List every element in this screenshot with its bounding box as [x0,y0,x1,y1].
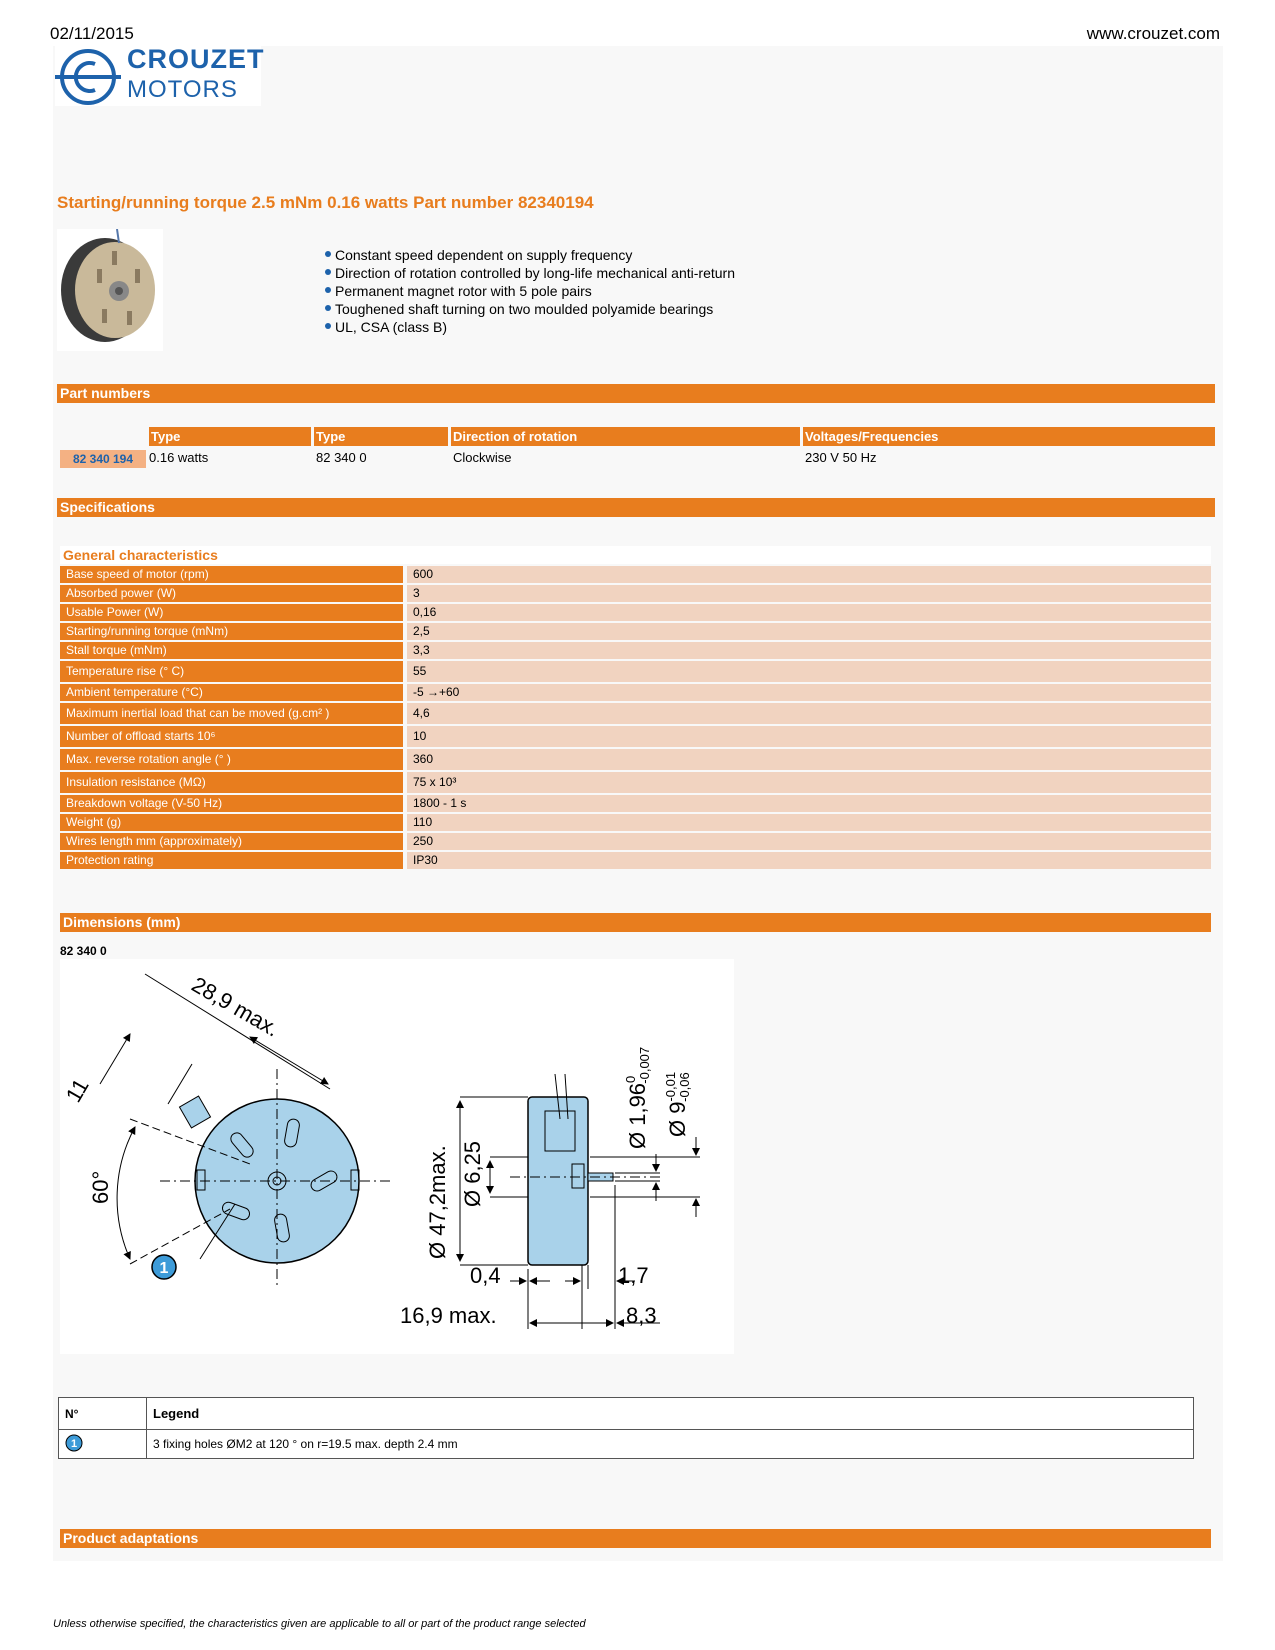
feature-item: UL, CSA (class B) [325,318,735,336]
spec-value: 2,5 [407,623,1211,640]
col-voltage: Voltages/Frequencies [803,427,1215,446]
spec-row [60,566,1211,583]
section-dimensions: Dimensions (mm) [60,913,1211,932]
dimension-model: 82 340 0 [60,944,107,958]
spec-value: 75 x 10³ [407,772,1211,793]
spec-row [60,795,1211,812]
feature-item: Constant speed dependent on supply frequency [325,246,735,264]
legend-text-header: Legend [147,1398,1194,1430]
spec-value: 3 [407,585,1211,602]
technical-drawing-icon [60,959,734,1354]
feature-list [325,246,735,336]
feature-item: Direction of rotation controlled by long-life mechanical anti-return [325,264,735,282]
legend-header-row [59,1398,1194,1430]
spec-row [60,703,1211,724]
legend-no-cell [59,1430,147,1459]
spec-label: Max. reverse rotation angle (° ) [60,749,403,770]
dim-83: 8,3 [626,1303,657,1328]
spec-row [60,833,1211,850]
dim-width-label: 28,9 max. [187,971,284,1042]
logo-crouzet: CROUZET [127,44,265,74]
spec-label: Base speed of motor (rpm) [60,566,403,583]
cell-direction: Clockwise [453,450,512,465]
spec-value: 110 [407,814,1211,831]
spec-value: IP30 [407,852,1211,869]
dim-shaft-tol-sub: -0,007 [637,1046,652,1084]
dim-hub-tolerance-text: Ø 9 [665,1101,690,1137]
spec-label: Stall torque (mNm) [60,642,403,659]
spec-row [60,623,1211,640]
spec-label: Weight (g) [60,814,403,831]
spec-row [60,604,1211,621]
spec-value: 55 [407,661,1211,682]
spec-row [60,814,1211,831]
dim-shaft-tolerance [623,1047,652,1149]
spec-row [60,749,1211,770]
spec-label: Maximum inertial load that can be moved (g.cm² ) [60,703,403,724]
feature-item: Permanent magnet rotor with 5 pole pairs [325,282,735,300]
section-specifications: Specifications [57,498,1215,517]
spec-value: 250 [407,833,1211,850]
spec-row [60,585,1211,602]
cell-type-2: 82 340 0 [316,450,367,465]
spec-label: Absorbed power (W) [60,585,403,602]
spec-value: 360 [407,749,1211,770]
dim-diameter-hub: Ø 6,25 [460,1140,485,1207]
spec-label: Breakdown voltage (V-50 Hz) [60,795,403,812]
legend-no-header: N° [59,1398,147,1430]
logo-motors: MOTORS [127,76,238,103]
spec-label: Temperature rise (° C) [60,661,403,682]
legend-row [59,1430,1194,1459]
dim-offset-label: 11 [60,1074,94,1107]
section-product-adaptations: Product adaptations [60,1529,1211,1548]
callout-number: 1 [159,1260,169,1277]
dim-hub-tol-sup: -0,01 [663,1071,678,1102]
col-type-1: Type [149,427,311,446]
spec-label: Wires length mm (approximately) [60,833,403,850]
legend-callout-number: 1 [70,1437,78,1450]
dim-shaft-tol-sup: 0 [623,1075,638,1083]
spec-value: -5 →+60 [407,684,1211,701]
motor-photo-icon [57,229,163,351]
spec-label: Insulation resistance (MΩ) [60,772,403,793]
legend-table [58,1397,1194,1459]
callout-badge-icon [65,1434,83,1452]
section-part-numbers: Part numbers [57,384,1215,403]
legend-text-cell: 3 fixing holes ØM2 at 120 ° on r=19.5 max. depth 2.4 mm [147,1430,1194,1459]
cell-voltage: 230 V 50 Hz [805,450,877,465]
spec-label: Starting/running torque (mNm) [60,623,403,640]
site-url[interactable]: www.crouzet.com [1086,24,1220,43]
spec-row [60,684,1211,701]
print-date: 02/11/2015 [50,24,134,43]
dimension-drawing [60,959,734,1354]
part-number-link[interactable]: 82 340 194 [60,450,146,468]
spec-value: 1800 - 1 s [407,795,1211,812]
cell-type-1: 0.16 watts [149,450,209,465]
spec-value: 10 [407,726,1211,747]
dim-diameter-body: Ø 47,2max. [425,1145,450,1259]
spec-row [60,852,1211,869]
spec-label: Ambient temperature (°C) [60,684,403,701]
dim-17: 1,7 [618,1263,649,1288]
spec-row [60,726,1211,747]
product-photo [57,229,163,351]
dim-04: 0,4 [470,1263,501,1288]
logo-mark-icon [55,46,125,106]
col-type-2: Type [314,427,448,446]
dim-angle-label: 60° [88,1170,113,1204]
col-direction: Direction of rotation [451,427,800,446]
spec-label: Number of offload starts 10⁶ [60,726,403,747]
spec-value: 0,16 [407,604,1211,621]
spec-row [60,772,1211,793]
spec-value: 4,6 [407,703,1211,724]
spec-row [60,642,1211,659]
spec-label: Protection rating [60,852,403,869]
page-title: Starting/running torque 2.5 mNm 0.16 watts Part number 82340194 [57,193,594,212]
feature-item: Toughened shaft turning on two moulded polyamide bearings [325,300,735,318]
dim-169: 16,9 max. [400,1303,497,1328]
crouzet-logo[interactable] [55,44,265,106]
spec-value: 3,3 [407,642,1211,659]
footnote: Unless otherwise specified, the characteristics given are applicable to all or part of the product range selected [53,1618,586,1630]
dim-hub-tol-sub: -0,06 [677,1072,692,1102]
general-characteristics-heading: General characteristics [60,546,1211,564]
spec-row [60,661,1211,682]
dim-shaft-tolerance-text: Ø 1,96 [625,1082,650,1149]
spec-label: Usable Power (W) [60,604,403,621]
dim-hub-tolerance [663,1072,692,1137]
spec-value: 600 [407,566,1211,583]
